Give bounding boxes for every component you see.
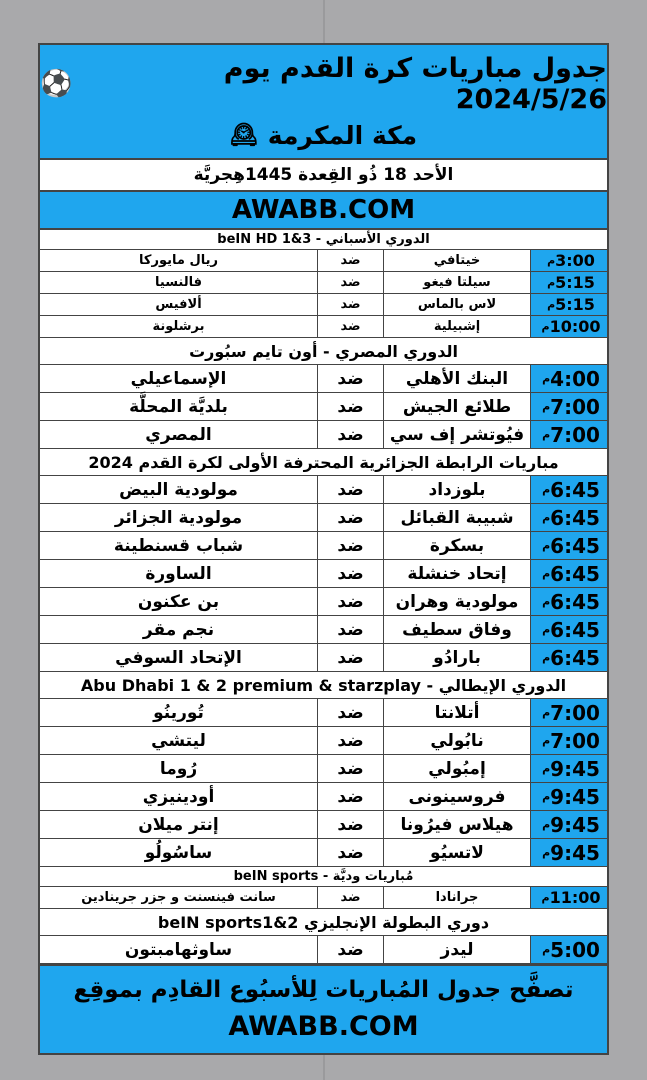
time-prefix: م <box>542 818 551 831</box>
time-value: 7:00 <box>550 728 600 753</box>
leagues-container <box>40 230 607 964</box>
time-value: 6:45 <box>550 477 600 502</box>
time-value: 3:00 <box>555 251 595 270</box>
league-title: الدوري الأسباني - beIN HD 1&3 <box>40 230 607 250</box>
time-value: 10:00 <box>549 317 601 336</box>
time-prefix: م <box>541 320 550 333</box>
away-team: بن عكنون <box>137 591 220 612</box>
time-value: 6:45 <box>550 645 600 670</box>
home-team: نابُولي <box>383 727 530 754</box>
time-value: 9:45 <box>550 812 600 837</box>
time-value: 9:45 <box>550 840 600 865</box>
match-time <box>530 532 607 559</box>
match-time <box>530 755 607 782</box>
time-prefix: م <box>547 254 556 267</box>
time-value: 6:45 <box>550 533 600 558</box>
home-team: البنك الأهلي <box>383 365 530 392</box>
match-row <box>40 272 607 294</box>
home-team: خيتافي <box>383 250 530 271</box>
away-team: المصري <box>145 424 212 445</box>
time-prefix: م <box>542 567 551 580</box>
time-value: 4:00 <box>550 366 600 391</box>
match-row <box>40 755 607 783</box>
match-row <box>40 532 607 560</box>
league-title: مُباريات وديَّة - beIN sports <box>40 867 607 887</box>
match-row <box>40 250 607 272</box>
home-team: وفاق سطيف <box>383 616 530 643</box>
vs-label: ضد <box>317 783 383 810</box>
time-value: 6:45 <box>550 617 600 642</box>
away-team: الإسماعيلي <box>130 368 227 389</box>
home-team: إمبُولي <box>383 755 530 782</box>
vs-label: ضد <box>317 644 383 671</box>
time-value: 9:45 <box>550 784 600 809</box>
vs-label: ضد <box>317 560 383 587</box>
league-title: الدوري الإيطالي - Abu Dhabi 1 & 2 premium & starzplay <box>40 672 607 699</box>
home-team: أتلانتا <box>383 699 530 726</box>
away-team: فالنسيا <box>155 275 202 290</box>
time-prefix: م <box>542 595 551 608</box>
match-row <box>40 294 607 316</box>
vs-label: ضد <box>317 887 383 908</box>
vs-label: ضد <box>317 755 383 782</box>
vs-label: ضد <box>317 811 383 838</box>
away-team: إنتر ميلان <box>138 814 219 835</box>
match-row <box>40 504 607 532</box>
away-team: مولودية الجزائر <box>114 507 243 528</box>
match-time <box>530 294 607 315</box>
match-time <box>530 365 607 392</box>
match-row <box>40 644 607 672</box>
match-time <box>530 393 607 420</box>
away-team: ريال مايوركا <box>139 253 218 268</box>
time-prefix: م <box>541 891 550 904</box>
site-banner[interactable]: AWABB.COM <box>40 192 607 230</box>
location-line <box>230 121 417 150</box>
vs-label: ضد <box>317 294 383 315</box>
time-value: 7:00 <box>550 394 600 419</box>
vs-label: ضد <box>317 365 383 392</box>
match-time <box>530 250 607 271</box>
home-team: شبيبة القبائل <box>383 504 530 531</box>
home-team: بارادُو <box>383 644 530 671</box>
vs-label: ضد <box>317 839 383 866</box>
away-team: ليتشي <box>151 730 206 751</box>
match-row <box>40 365 607 393</box>
match-time <box>530 272 607 293</box>
time-prefix: م <box>542 734 551 747</box>
home-team: فيُوتشر إف سي <box>383 421 530 448</box>
match-time <box>530 839 607 866</box>
vs-label: ضد <box>317 421 383 448</box>
time-value: 9:45 <box>550 756 600 781</box>
title-text: جدول مباريات كرة القدم يوم 2024/5/26 <box>223 53 607 115</box>
time-value: 5:00 <box>550 937 600 962</box>
time-prefix: م <box>542 790 551 803</box>
vs-label: ضد <box>317 588 383 615</box>
away-team: رُوما <box>159 758 198 779</box>
time-prefix: م <box>542 943 551 956</box>
away-team: شباب قسنطينة <box>113 535 244 556</box>
match-row <box>40 616 607 644</box>
vs-label: ضد <box>317 393 383 420</box>
vs-label: ضد <box>317 504 383 531</box>
match-time <box>530 560 607 587</box>
hijri-date: الأحد 18 ذُو القِعدة 1445هِجريَّة <box>40 160 607 192</box>
time-prefix: م <box>542 400 551 413</box>
league-title: مباريات الرابطة الجزائرية المحترفة الأولى لكرة القدم 2024 <box>40 449 607 476</box>
match-row <box>40 393 607 421</box>
match-row <box>40 588 607 616</box>
away-team: برشلونة <box>152 319 205 334</box>
match-row <box>40 727 607 755</box>
home-team: مولودية وهران <box>383 588 530 615</box>
match-time <box>530 887 607 908</box>
match-row <box>40 839 607 867</box>
away-team: ساسُولُو <box>144 842 213 863</box>
home-team: سيلتا فيغو <box>383 272 530 293</box>
away-team: الإتحاد السوفي <box>115 647 242 668</box>
away-team: بلديَّة المحلَّة <box>129 396 228 417</box>
home-team: بسكرة <box>383 532 530 559</box>
clock-icon: 🕰 <box>229 123 258 148</box>
time-prefix: م <box>542 846 551 859</box>
time-prefix: م <box>542 511 551 524</box>
footer-site-link[interactable]: AWABB.COM <box>228 1011 419 1042</box>
time-prefix: م <box>542 762 551 775</box>
match-row <box>40 811 607 839</box>
match-time <box>530 699 607 726</box>
away-team: مولودية البيض <box>119 479 238 500</box>
time-prefix: م <box>542 483 551 496</box>
time-value: 7:00 <box>550 422 600 447</box>
time-prefix: م <box>542 428 551 441</box>
match-time <box>530 476 607 503</box>
away-team: أودينيزي <box>142 786 215 807</box>
time-value: 11:00 <box>549 888 601 907</box>
home-team: بلوزداد <box>383 476 530 503</box>
home-team: إشبيلية <box>383 316 530 337</box>
match-row <box>40 936 607 964</box>
time-value: 5:15 <box>555 273 595 292</box>
league-title: دوري البطولة الإنجليزي beIN sports1&2 <box>40 909 607 936</box>
vs-label: ضد <box>317 699 383 726</box>
match-row <box>40 783 607 811</box>
match-time <box>530 727 607 754</box>
match-time <box>530 421 607 448</box>
home-team: جرانادا <box>383 887 530 908</box>
time-value: 5:15 <box>555 295 595 314</box>
match-time <box>530 644 607 671</box>
match-time <box>530 504 607 531</box>
vs-label: ضد <box>317 272 383 293</box>
home-team: هيلاس فيرُونا <box>383 811 530 838</box>
away-team: نجم مقر <box>142 619 215 640</box>
home-team: طلائع الجيش <box>383 393 530 420</box>
match-time <box>530 316 607 337</box>
match-time <box>530 936 607 963</box>
schedule-footer <box>40 964 607 1053</box>
match-row <box>40 699 607 727</box>
away-team: الساورة <box>145 563 212 584</box>
time-value: 6:45 <box>550 589 600 614</box>
time-value: 7:00 <box>550 700 600 725</box>
away-team: تُورينُو <box>153 702 204 723</box>
schedule-header <box>40 45 607 160</box>
home-team: فروسينونى <box>383 783 530 810</box>
home-team: لاس بالماس <box>383 294 530 315</box>
soccer-ball-icon: ⚽ <box>40 69 73 99</box>
time-prefix: م <box>542 651 551 664</box>
away-team: سانت فينسنت و جزر جرينادين <box>81 890 276 905</box>
vs-label: ضد <box>317 616 383 643</box>
title-line <box>40 53 607 115</box>
match-time <box>530 811 607 838</box>
location-text: مكة المكرمة <box>267 121 418 150</box>
schedule-sheet <box>38 43 609 1055</box>
vs-label: ضد <box>317 727 383 754</box>
match-row <box>40 421 607 449</box>
match-time <box>530 783 607 810</box>
time-value: 6:45 <box>550 561 600 586</box>
time-prefix: م <box>542 539 551 552</box>
time-prefix: م <box>547 276 556 289</box>
time-prefix: م <box>542 623 551 636</box>
footer-text: تصفَّح جدول المُباريات لِلأسبُوع القادِم بموقِع <box>73 977 574 1003</box>
vs-label: ضد <box>317 532 383 559</box>
away-team: ألافيس <box>155 297 202 312</box>
match-row <box>40 476 607 504</box>
vs-label: ضد <box>317 316 383 337</box>
match-time <box>530 588 607 615</box>
away-team: ساوثهامبتون <box>124 939 233 960</box>
match-row <box>40 887 607 909</box>
vs-label: ضد <box>317 936 383 963</box>
home-team: لاتسيُو <box>383 839 530 866</box>
match-row <box>40 560 607 588</box>
league-title: الدوري المصري - أون تايم سبُورت <box>40 338 607 365</box>
time-value: 6:45 <box>550 505 600 530</box>
match-row <box>40 316 607 338</box>
vs-label: ضد <box>317 250 383 271</box>
home-team: إتحاد خنشلة <box>383 560 530 587</box>
time-prefix: م <box>542 706 551 719</box>
time-prefix: م <box>547 298 556 311</box>
match-time <box>530 616 607 643</box>
home-team: ليدز <box>383 936 530 963</box>
time-prefix: م <box>542 372 551 385</box>
vs-label: ضد <box>317 476 383 503</box>
